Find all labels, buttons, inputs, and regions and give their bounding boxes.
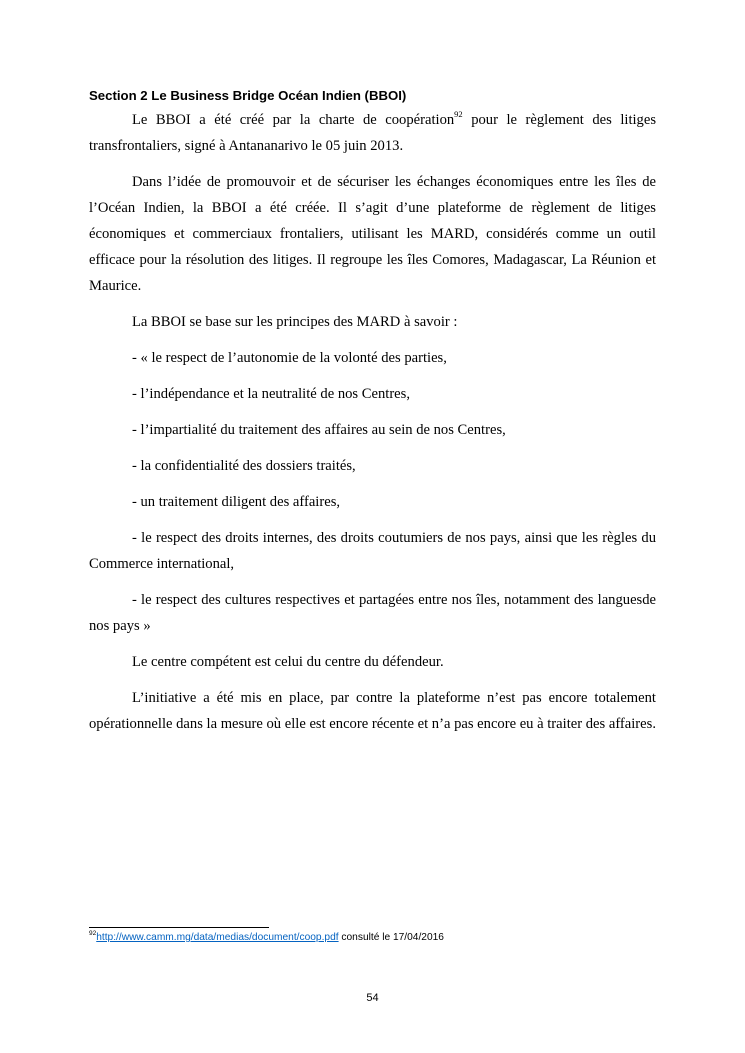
paragraph-principles-intro: La BBOI se base sur les principes des MARD à savoir : bbox=[132, 314, 458, 330]
footnote-link[interactable]: http://www.camm.mg/data/medias/document/coop.pdf bbox=[96, 932, 339, 943]
footnote-reference[interactable]: 92 bbox=[454, 109, 463, 119]
paragraph-text: pour le règlement des litiges transfrontaliers, signé à Antananarivo le 05 juin 2013. bbox=[89, 112, 657, 154]
list-item-confidentiality: - la confidentialité des dossiers traités, bbox=[132, 458, 356, 474]
list-item-diligence: - un traitement diligent des affaires, bbox=[132, 494, 341, 510]
section-heading: Section 2 Le Business Bridge Océan Indien (BBOI) bbox=[89, 88, 407, 103]
list-item-rights: - le respect des droits internes, des droits coutumiers de nos pays, ainsi que les règles du Commerce international, bbox=[89, 530, 656, 572]
body-text bbox=[89, 107, 656, 747]
page-number: 54 bbox=[366, 992, 379, 1004]
footnote-suffix: consulté le 17/04/2016 bbox=[338, 932, 444, 943]
paragraph-text: Le BBOI a été créé par la charte de coopération bbox=[132, 112, 455, 128]
list-item-impartiality: - l’impartialité du traitement des affaires au sein de nos Centres, bbox=[132, 422, 506, 438]
paragraph-initiative: L’initiative a été mis en place, par contre la plateforme n’est pas encore totalement opérationnelle dans la mesure où elle est encore récente et n’a pas encore eu à traiter des affaires. bbox=[89, 690, 656, 732]
footnote-divider bbox=[89, 927, 269, 928]
list-item-independence: - l’indépendance et la neutralité de nos Centres, bbox=[132, 386, 410, 402]
paragraph-bboi-creation bbox=[89, 107, 656, 159]
list-item-autonomy: - « le respect de l’autonomie de la volonté des parties, bbox=[132, 350, 447, 366]
paragraph-competent-centre: Le centre compétent est celui du centre du défendeur. bbox=[132, 654, 444, 670]
footnote bbox=[89, 932, 444, 943]
list-item-cultures: - le respect des cultures respectives et partagées entre nos îles, notamment des languesde nos pays » bbox=[89, 592, 656, 634]
paragraph-objective: Dans l’idée de promouvoir et de sécuriser les échanges économiques entre les îles de l’Océan Indien, la BBOI a été créée. Il s’agit d’une plateforme de règlement de litiges économiques et commerciaux frontaliers, utilisant les MARD, considérés comme un outil efficace pour la résolution des litiges. Il regroupe les îles Comores, Madagascar, La Réunion et Maurice. bbox=[89, 174, 656, 294]
footnote-number: 92 bbox=[89, 930, 97, 937]
document-page bbox=[89, 0, 656, 1053]
